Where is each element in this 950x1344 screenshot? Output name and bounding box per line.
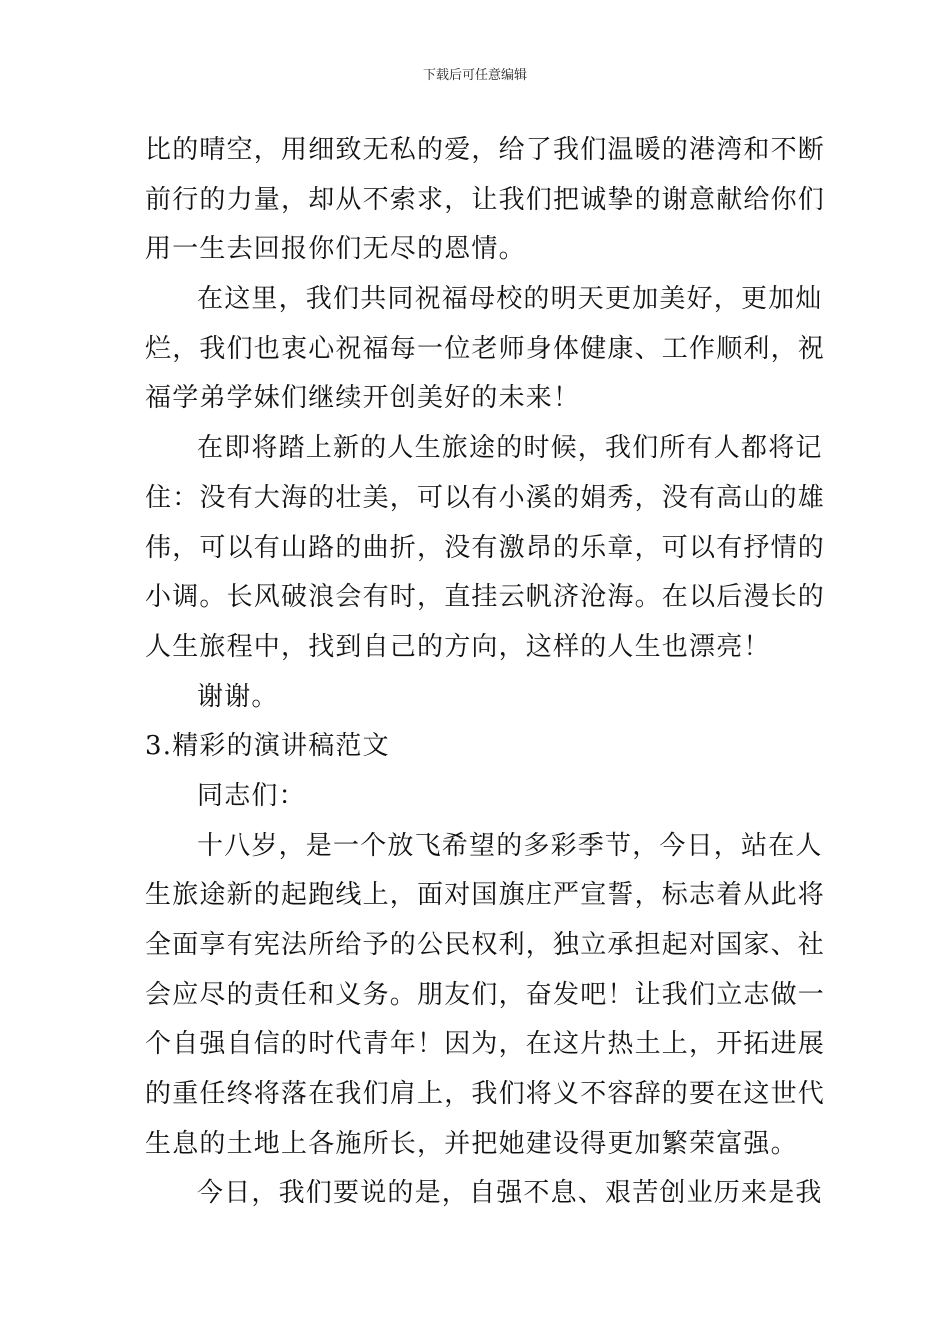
text-line: 福学弟学妹们继续开创美好的未来！: [145, 383, 581, 414]
text-line: 生旅途新的起跑线上，面对国旗庄严宣誓，标志着从此将: [145, 880, 826, 911]
section-heading: 3.精彩的演讲稿范文: [145, 731, 390, 762]
text-line: 伟，可以有山路的曲折，没有激昂的乐章，可以有抒情的: [145, 532, 826, 563]
text-line: 小调。长风破浪会有时，直挂云帆济沧海。在以后漫长的: [145, 582, 826, 613]
text-line: 用一生去回报你们无尽的恩情。: [145, 234, 526, 265]
body-text: [145, 126, 826, 1219]
paragraph-start-line: 十八岁，是一个放飞希望的多彩季节，今日，站在人: [197, 830, 823, 861]
paragraph-start-line: 在这里，我们共同祝福母校的明天更加美好，更加灿: [197, 284, 823, 315]
text-line: 烂，我们也衷心祝福每一位老师身体健康、工作顺利，祝: [145, 333, 826, 364]
text-line: 人生旅程中，找到自己的方向，这样的人生也漂亮！: [145, 631, 771, 662]
text-line: 会应尽的责任和义务。朋友们，奋发吧！让我们立志做一: [145, 979, 826, 1010]
page-header-note: 下载后可任意编辑: [422, 68, 527, 83]
text-line: 比的晴空，用细致无私的爱，给了我们温暖的港湾和不断: [145, 135, 826, 165]
text-line: 前行的力量，却从不索求，让我们把诚挚的谢意献给你们: [145, 184, 826, 215]
text-line: 的重任终将落在我们肩上，我们将义不容辞的要在这世代: [145, 1079, 826, 1110]
salutation-line: 同志们：: [197, 780, 306, 811]
closing-line: 谢谢。: [197, 681, 279, 712]
text-line: 生息的土地上各施所长，并把她建设得更加繁荣富强。: [145, 1128, 798, 1159]
text-line: 住：没有大海的壮美，可以有小溪的娟秀，没有高山的雄: [145, 482, 826, 513]
paragraph-start-line: 在即将踏上新的人生旅途的时候，我们所有人都将记: [197, 433, 823, 464]
text-line: 个自强自信的时代青年！因为，在这片热土上，开拓进展: [145, 1029, 826, 1060]
text-line: 全面享有宪法所给予的公民权利，独立承担起对国家、社: [145, 930, 826, 960]
paragraph-start-line: 今日，我们要说的是，自强不息、艰苦创业历来是我: [197, 1178, 823, 1209]
